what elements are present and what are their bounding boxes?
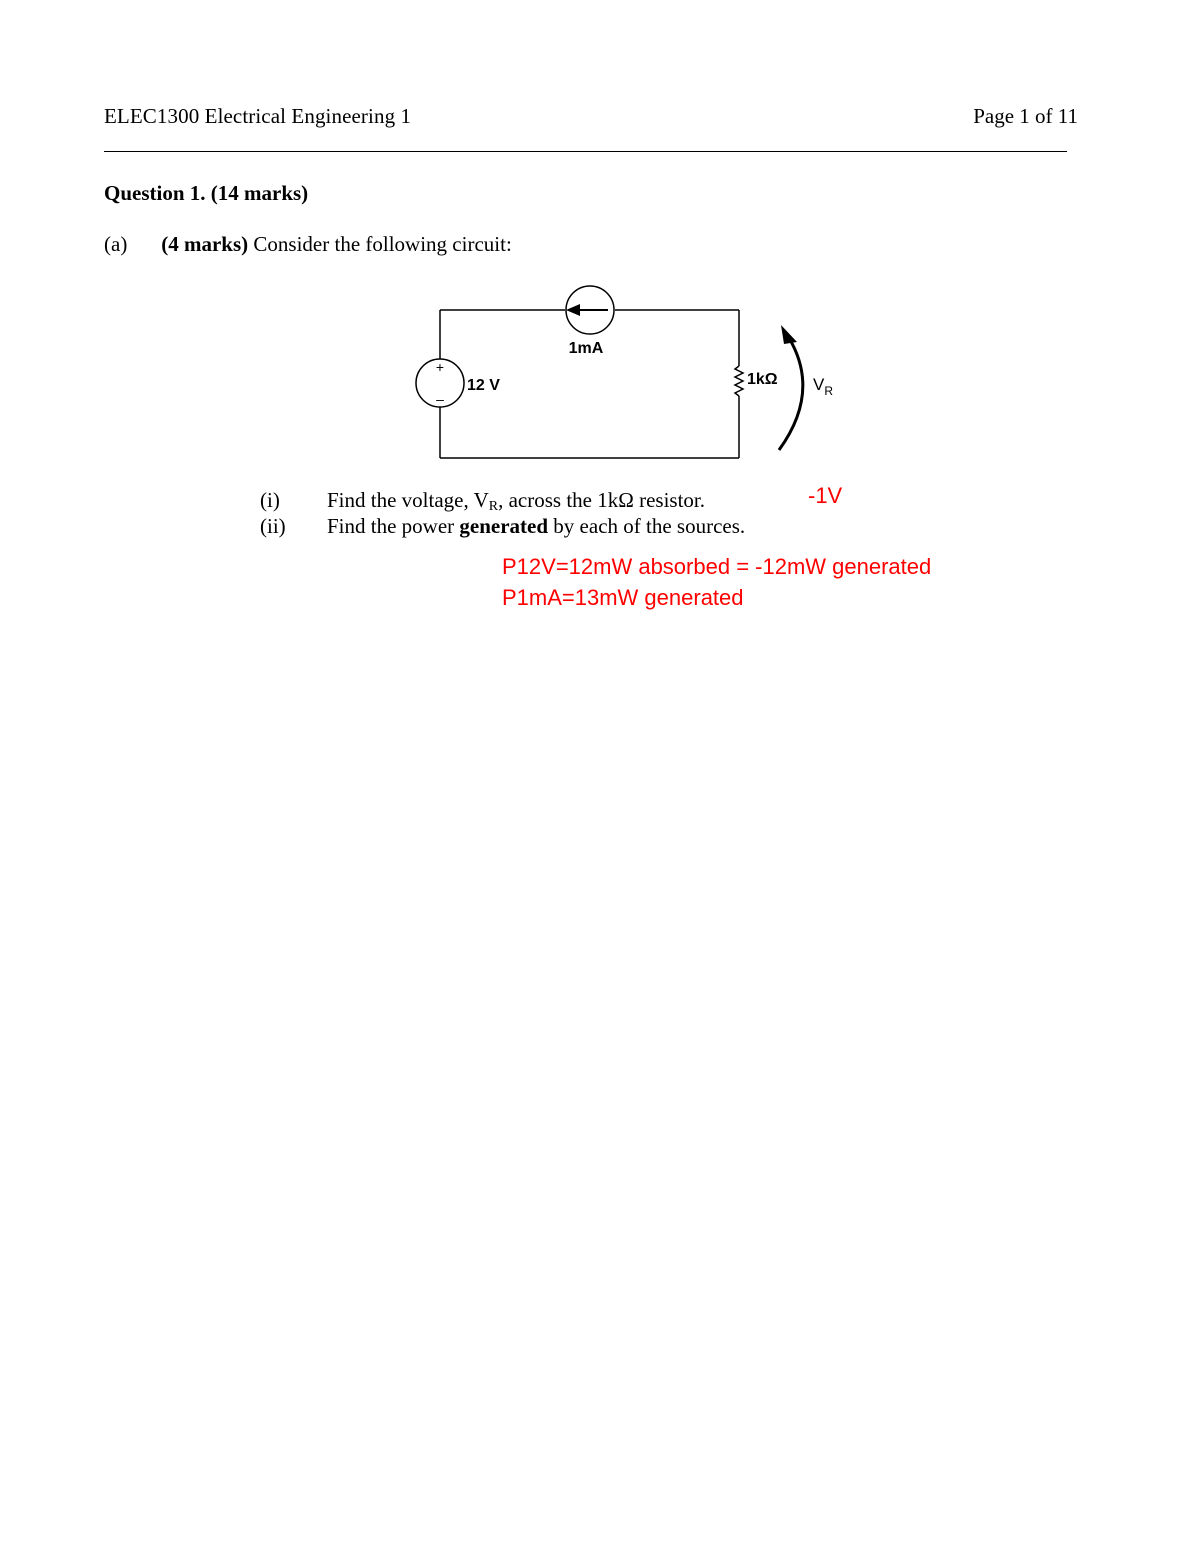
- item-ii-text-before: Find the power: [327, 514, 460, 538]
- item-i-number: (i): [260, 488, 280, 512]
- vr-label-main: V: [813, 375, 825, 394]
- answer-p1ma: P1mA=13mW generated: [502, 585, 744, 610]
- item-i-text-after: , across the 1kΩ resistor.: [498, 488, 706, 512]
- voltage-source-label: 12 V: [467, 377, 500, 394]
- part-a-marks: (4 marks): [161, 232, 249, 256]
- vr-label-sub: R: [824, 384, 834, 398]
- vr-arrowhead-icon: [781, 325, 797, 344]
- question-title: Question 1. (14 marks): [104, 181, 309, 205]
- item-i-text-before: Find the voltage, V: [327, 488, 489, 512]
- answer-p12v: P12V=12mW absorbed = -12mW generated: [502, 554, 932, 579]
- plus-sign: +: [435, 359, 445, 375]
- answer-vr: -1V: [808, 483, 843, 508]
- item-i-subscript: R: [488, 499, 499, 514]
- item-ii-text: [327, 514, 745, 539]
- current-source-label: 1mA: [568, 340, 604, 357]
- vr-label: [813, 375, 833, 398]
- minus-sign: –: [436, 391, 444, 407]
- header-course-title: ELEC1300 Electrical Engineering 1: [104, 104, 412, 128]
- part-a-prompt: Consider the following circuit:: [253, 232, 512, 256]
- resistor-symbol: [735, 366, 743, 396]
- resistor-label: 1kΩ: [747, 371, 778, 388]
- header-page-number: Page 1 of 11: [973, 104, 1078, 128]
- current-source: [566, 286, 614, 334]
- part-a-label: (a): [104, 232, 128, 256]
- item-i-text: [327, 488, 705, 515]
- item-ii-bold: generated: [459, 514, 549, 538]
- vr-arrow: [779, 338, 803, 450]
- item-ii-text-after: by each of the sources.: [548, 514, 746, 538]
- circuit-diagram: [0, 0, 1200, 480]
- item-ii-number: (ii): [260, 514, 286, 538]
